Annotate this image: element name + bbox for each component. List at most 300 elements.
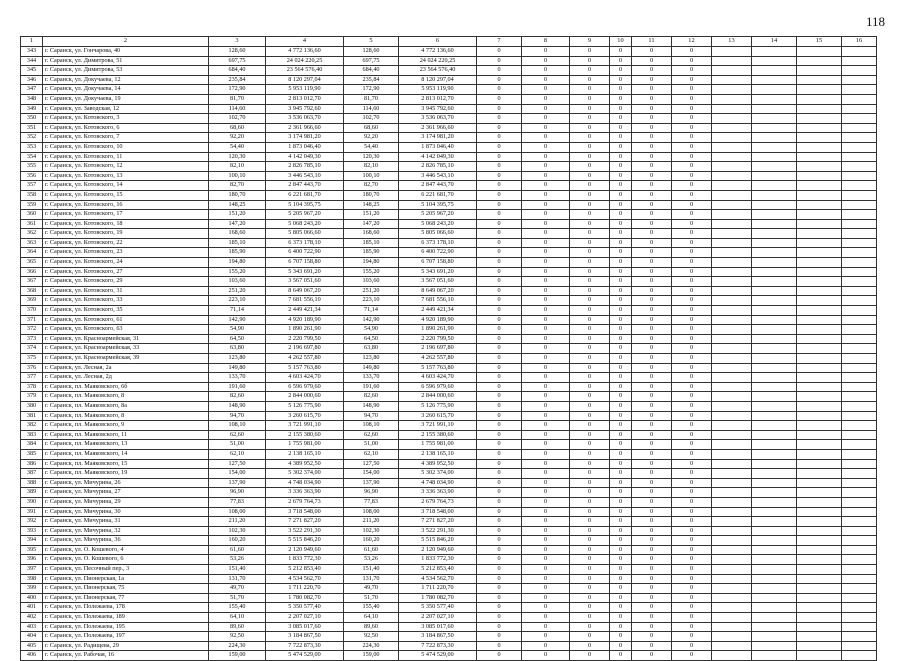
address-cell: г. Саранск, ул. Мичурина, 29 (43, 497, 209, 507)
row-number-cell: 376 (21, 363, 43, 373)
address-cell: г. Саранск, пл. Маяковского, 13 (43, 440, 209, 450)
value-cell: 0 (610, 133, 632, 143)
value-cell: 0 (570, 267, 610, 277)
value-cell (712, 56, 752, 66)
value-cell (842, 555, 877, 565)
value-cell: 0 (570, 142, 610, 152)
cost-cell: 5 205 967,20 (266, 210, 344, 220)
cost-total-cell: 5 104 395,75 (399, 200, 477, 210)
table-row (21, 325, 877, 335)
value-cell (797, 229, 842, 239)
value-cell (712, 306, 752, 316)
address-cell: г. Саранск, ул. Котовского, 22 (43, 238, 209, 248)
value-cell (712, 94, 752, 104)
value-cell: 0 (477, 66, 522, 76)
value-cell: 0 (632, 219, 672, 229)
cost-cell: 5 126 775,90 (266, 401, 344, 411)
table-row (21, 555, 877, 565)
value-cell (842, 526, 877, 536)
value-cell (842, 277, 877, 287)
area-cell: 64,50 (209, 334, 266, 344)
value-cell (842, 325, 877, 335)
value-cell (712, 219, 752, 229)
table-row (21, 401, 877, 411)
value-cell: 0 (522, 555, 570, 565)
value-cell: 0 (522, 603, 570, 613)
value-cell: 0 (522, 190, 570, 200)
value-cell (797, 478, 842, 488)
value-cell (842, 334, 877, 344)
value-cell (712, 545, 752, 555)
value-cell: 0 (522, 114, 570, 124)
column-number-12: 12 (672, 37, 712, 47)
table-row (21, 574, 877, 584)
value-cell (842, 430, 877, 440)
value-cell: 0 (672, 286, 712, 296)
value-cell (712, 286, 752, 296)
table-row (21, 200, 877, 210)
value-cell: 0 (610, 152, 632, 162)
address-cell: г. Саранск, ул. Котовского, 12 (43, 162, 209, 172)
area-cell: 82,10 (209, 162, 266, 172)
row-number-cell: 396 (21, 555, 43, 565)
value-cell: 0 (632, 142, 672, 152)
row-number-cell: 379 (21, 392, 43, 402)
value-cell: 0 (477, 449, 522, 459)
value-cell (797, 613, 842, 623)
address-cell: г. Саранск, ул. Полежаева, 197 (43, 632, 209, 642)
area-cell: 82,70 (209, 181, 266, 191)
value-cell: 0 (610, 56, 632, 66)
row-number-cell: 400 (21, 593, 43, 603)
value-cell: 0 (570, 210, 610, 220)
value-cell: 0 (610, 392, 632, 402)
value-cell (712, 114, 752, 124)
row-number-cell: 378 (21, 382, 43, 392)
row-number-cell: 356 (21, 171, 43, 181)
value-cell (752, 325, 797, 335)
value-cell: 0 (632, 488, 672, 498)
value-cell: 0 (632, 555, 672, 565)
value-cell: 0 (477, 296, 522, 306)
address-cell: г. Саранск, ул. Котовского, 27 (43, 267, 209, 277)
row-number-cell: 349 (21, 104, 43, 114)
cost-total-cell: 2 847 443,70 (399, 181, 477, 191)
cost-total-cell: 4 142 049,30 (399, 152, 477, 162)
value-cell: 0 (672, 104, 712, 114)
area-cell: 131,70 (209, 574, 266, 584)
value-cell (752, 536, 797, 546)
area-total-cell: 102,30 (344, 526, 399, 536)
value-cell (797, 334, 842, 344)
value-cell: 0 (672, 210, 712, 220)
cost-total-cell: 24 024 220,25 (399, 56, 477, 66)
area-total-cell: 94,70 (344, 411, 399, 421)
value-cell: 0 (672, 171, 712, 181)
cost-cell: 7 271 827,20 (266, 517, 344, 527)
area-cell: 53,26 (209, 555, 266, 565)
value-cell: 0 (477, 56, 522, 66)
value-cell: 0 (672, 267, 712, 277)
address-cell: г. Саранск, пл. Маяковского, 11 (43, 430, 209, 440)
row-number-cell: 347 (21, 85, 43, 95)
address-cell: г. Саранск, ул. Димитрова, 51 (43, 56, 209, 66)
value-cell: 0 (522, 449, 570, 459)
value-cell (712, 382, 752, 392)
area-total-cell: 133,70 (344, 373, 399, 383)
value-cell (752, 190, 797, 200)
value-cell: 0 (570, 354, 610, 364)
cost-total-cell: 1 780 082,70 (399, 593, 477, 603)
value-cell: 0 (477, 421, 522, 431)
value-cell: 0 (570, 162, 610, 172)
value-cell: 0 (632, 114, 672, 124)
value-cell: 0 (477, 392, 522, 402)
value-cell (842, 536, 877, 546)
value-cell (842, 497, 877, 507)
column-number-10: 10 (610, 37, 632, 47)
value-cell (797, 622, 842, 632)
value-cell (842, 123, 877, 133)
value-cell (712, 248, 752, 258)
row-number-cell: 367 (21, 277, 43, 287)
row-number-cell: 357 (21, 181, 43, 191)
value-cell: 0 (632, 584, 672, 594)
value-cell (752, 593, 797, 603)
value-cell (797, 651, 842, 661)
value-cell: 0 (610, 296, 632, 306)
value-cell: 0 (672, 430, 712, 440)
table-row (21, 430, 877, 440)
value-cell: 0 (672, 593, 712, 603)
value-cell: 0 (522, 440, 570, 450)
column-number-2: 2 (43, 37, 209, 47)
value-cell (752, 584, 797, 594)
value-cell: 0 (477, 613, 522, 623)
value-cell: 0 (632, 238, 672, 248)
address-cell: г. Саранск, ул. Мичурина, 32 (43, 526, 209, 536)
value-cell: 0 (522, 142, 570, 152)
data-table (20, 36, 877, 661)
value-cell (752, 401, 797, 411)
value-cell: 0 (477, 536, 522, 546)
value-cell: 0 (672, 449, 712, 459)
area-total-cell: 51,00 (344, 440, 399, 450)
value-cell: 0 (570, 277, 610, 287)
area-cell: 155,40 (209, 603, 266, 613)
area-total-cell: 77,83 (344, 497, 399, 507)
area-total-cell: 159,00 (344, 651, 399, 661)
value-cell: 0 (570, 47, 610, 57)
value-cell (842, 296, 877, 306)
value-cell (752, 555, 797, 565)
cost-cell: 2 844 000,60 (266, 392, 344, 402)
area-cell: 148,90 (209, 401, 266, 411)
value-cell: 0 (477, 104, 522, 114)
area-total-cell: 128,60 (344, 47, 399, 57)
value-cell (842, 142, 877, 152)
address-cell: г. Саранск, пл. Маяковского, 19 (43, 469, 209, 479)
table-row (21, 641, 877, 651)
row-number-cell: 368 (21, 286, 43, 296)
value-cell (842, 94, 877, 104)
area-total-cell: 185,90 (344, 248, 399, 258)
cost-cell: 2 826 785,10 (266, 162, 344, 172)
cost-cell: 6 400 722,90 (266, 248, 344, 258)
address-cell: г. Саранск, ул. Котовского, 13 (43, 171, 209, 181)
value-cell (752, 421, 797, 431)
value-cell: 0 (672, 401, 712, 411)
value-cell (712, 85, 752, 95)
value-cell: 0 (477, 526, 522, 536)
area-cell: 96,90 (209, 488, 266, 498)
value-cell: 0 (570, 171, 610, 181)
cost-cell: 1 711 220,70 (266, 584, 344, 594)
area-cell: 235,84 (209, 75, 266, 85)
value-cell: 0 (477, 286, 522, 296)
value-cell (842, 469, 877, 479)
value-cell (842, 286, 877, 296)
address-cell: г. Саранск, ул. О. Кошевого, 4 (43, 545, 209, 555)
address-cell: г. Саранск, ул. Котовского, 11 (43, 152, 209, 162)
value-cell (797, 373, 842, 383)
value-cell: 0 (477, 94, 522, 104)
value-cell (752, 210, 797, 220)
value-cell: 0 (632, 286, 672, 296)
table-row (21, 286, 877, 296)
value-cell: 0 (672, 162, 712, 172)
value-cell: 0 (477, 267, 522, 277)
area-total-cell: 82,10 (344, 162, 399, 172)
area-total-cell: 54,40 (344, 142, 399, 152)
value-cell: 0 (632, 526, 672, 536)
value-cell (752, 152, 797, 162)
value-cell: 0 (632, 401, 672, 411)
cost-cell: 1 755 981,00 (266, 440, 344, 450)
cost-cell: 8 649 067,20 (266, 286, 344, 296)
table-row (21, 219, 877, 229)
value-cell (797, 267, 842, 277)
value-cell: 0 (477, 334, 522, 344)
address-cell: г. Саранск, ул. Мичурина, 31 (43, 517, 209, 527)
area-total-cell: 96,90 (344, 488, 399, 498)
table-row (21, 248, 877, 258)
value-cell (752, 47, 797, 57)
value-cell (712, 449, 752, 459)
area-total-cell: 103,60 (344, 277, 399, 287)
value-cell: 0 (610, 219, 632, 229)
row-number-cell: 343 (21, 47, 43, 57)
value-cell (712, 229, 752, 239)
value-cell: 0 (672, 142, 712, 152)
value-cell (797, 181, 842, 191)
column-number-15: 15 (797, 37, 842, 47)
value-cell (797, 152, 842, 162)
cost-cell: 24 024 220,25 (266, 56, 344, 66)
value-cell: 0 (632, 152, 672, 162)
cost-total-cell: 2 826 785,10 (399, 162, 477, 172)
value-cell (752, 123, 797, 133)
value-cell: 0 (610, 613, 632, 623)
value-cell: 0 (570, 584, 610, 594)
cost-cell: 3 184 867,50 (266, 632, 344, 642)
value-cell: 0 (522, 306, 570, 316)
value-cell: 0 (477, 382, 522, 392)
value-cell (712, 133, 752, 143)
cost-total-cell: 3 721 991,10 (399, 421, 477, 431)
value-cell: 0 (570, 411, 610, 421)
value-cell: 0 (672, 603, 712, 613)
value-cell: 0 (570, 507, 610, 517)
table-row (21, 104, 877, 114)
value-cell (797, 94, 842, 104)
area-cell: 51,00 (209, 440, 266, 450)
value-cell (797, 219, 842, 229)
address-cell: г. Саранск, ул. Котовского, 35 (43, 306, 209, 316)
value-cell: 0 (522, 354, 570, 364)
value-cell (752, 354, 797, 364)
value-cell: 0 (477, 181, 522, 191)
value-cell (797, 411, 842, 421)
cost-cell: 4 389 952,50 (266, 459, 344, 469)
value-cell (752, 373, 797, 383)
address-cell: г. Саранск, ул. Мичурина, 30 (43, 507, 209, 517)
value-cell: 0 (570, 603, 610, 613)
value-cell (712, 325, 752, 335)
cost-cell: 2 361 966,60 (266, 123, 344, 133)
address-cell: г. Саранск, ул. Песочный пер., 3 (43, 565, 209, 575)
area-total-cell: 697,75 (344, 56, 399, 66)
table-row (21, 267, 877, 277)
value-cell: 0 (522, 181, 570, 191)
row-number-cell: 385 (21, 449, 43, 459)
row-number-cell: 393 (21, 526, 43, 536)
value-cell: 0 (477, 363, 522, 373)
area-total-cell: 185,10 (344, 238, 399, 248)
table-row (21, 382, 877, 392)
value-cell: 0 (632, 497, 672, 507)
value-cell: 0 (477, 114, 522, 124)
area-total-cell: 108,00 (344, 507, 399, 517)
value-cell: 0 (610, 411, 632, 421)
value-cell: 0 (477, 497, 522, 507)
area-total-cell: 235,84 (344, 75, 399, 85)
value-cell (842, 641, 877, 651)
value-cell: 0 (632, 632, 672, 642)
value-cell (842, 133, 877, 143)
cost-cell: 4 142 049,30 (266, 152, 344, 162)
address-cell: г. Саранск, ул. Котовского, 61 (43, 315, 209, 325)
address-cell: г. Саранск, ул. Пионерская, 77 (43, 593, 209, 603)
value-cell: 0 (610, 85, 632, 95)
row-number-cell: 398 (21, 574, 43, 584)
value-cell (712, 478, 752, 488)
value-cell: 0 (632, 440, 672, 450)
value-cell: 0 (570, 325, 610, 335)
value-cell: 0 (672, 85, 712, 95)
table-row (21, 411, 877, 421)
value-cell: 0 (610, 507, 632, 517)
value-cell (752, 94, 797, 104)
value-cell (752, 430, 797, 440)
cost-total-cell: 2 813 012,70 (399, 94, 477, 104)
table-row (21, 469, 877, 479)
area-cell: 137,90 (209, 478, 266, 488)
cost-total-cell: 3 446 543,10 (399, 171, 477, 181)
value-cell (752, 488, 797, 498)
area-cell: 149,80 (209, 363, 266, 373)
value-cell (797, 440, 842, 450)
value-cell: 0 (610, 238, 632, 248)
value-cell (712, 497, 752, 507)
address-cell: г. Саранск, ул. Пионерская, 1а (43, 574, 209, 584)
value-cell: 0 (570, 286, 610, 296)
column-number-7: 7 (477, 37, 522, 47)
cost-total-cell: 4 920 189,90 (399, 315, 477, 325)
table-row (21, 66, 877, 76)
value-cell: 0 (632, 277, 672, 287)
address-cell: г. Саранск, ул. Докучаева, 14 (43, 85, 209, 95)
value-cell: 0 (610, 651, 632, 661)
table-row (21, 277, 877, 287)
value-cell (712, 296, 752, 306)
value-cell: 0 (570, 545, 610, 555)
value-cell (752, 248, 797, 258)
cost-total-cell: 5 126 775,90 (399, 401, 477, 411)
table-row (21, 613, 877, 623)
value-cell: 0 (477, 325, 522, 335)
column-number-6: 6 (399, 37, 477, 47)
table-row (21, 373, 877, 383)
value-cell: 0 (610, 142, 632, 152)
row-number-cell: 365 (21, 258, 43, 268)
value-cell: 0 (632, 47, 672, 57)
value-cell (712, 507, 752, 517)
table-row (21, 421, 877, 431)
value-cell: 0 (522, 507, 570, 517)
value-cell: 0 (632, 296, 672, 306)
cost-total-cell: 2 844 000,60 (399, 392, 477, 402)
column-number-11: 11 (632, 37, 672, 47)
value-cell: 0 (610, 401, 632, 411)
row-number-cell: 372 (21, 325, 43, 335)
table-row (21, 306, 877, 316)
value-cell: 0 (570, 392, 610, 402)
cost-cell: 5 474 529,00 (266, 651, 344, 661)
value-cell (712, 277, 752, 287)
area-cell: 159,00 (209, 651, 266, 661)
value-cell: 0 (672, 219, 712, 229)
value-cell: 0 (570, 56, 610, 66)
value-cell: 0 (522, 267, 570, 277)
value-cell: 0 (522, 641, 570, 651)
value-cell: 0 (570, 85, 610, 95)
row-number-cell: 402 (21, 613, 43, 623)
cost-total-cell: 23 564 576,40 (399, 66, 477, 76)
cost-cell: 2 138 165,10 (266, 449, 344, 459)
cost-cell: 5 350 577,40 (266, 603, 344, 613)
value-cell (752, 497, 797, 507)
value-cell (842, 162, 877, 172)
value-cell: 0 (672, 536, 712, 546)
area-total-cell: 127,50 (344, 459, 399, 469)
value-cell: 0 (610, 306, 632, 316)
value-cell: 0 (522, 488, 570, 498)
area-total-cell: 100,10 (344, 171, 399, 181)
value-cell (842, 411, 877, 421)
cost-total-cell: 3 085 017,60 (399, 622, 477, 632)
value-cell: 0 (477, 507, 522, 517)
